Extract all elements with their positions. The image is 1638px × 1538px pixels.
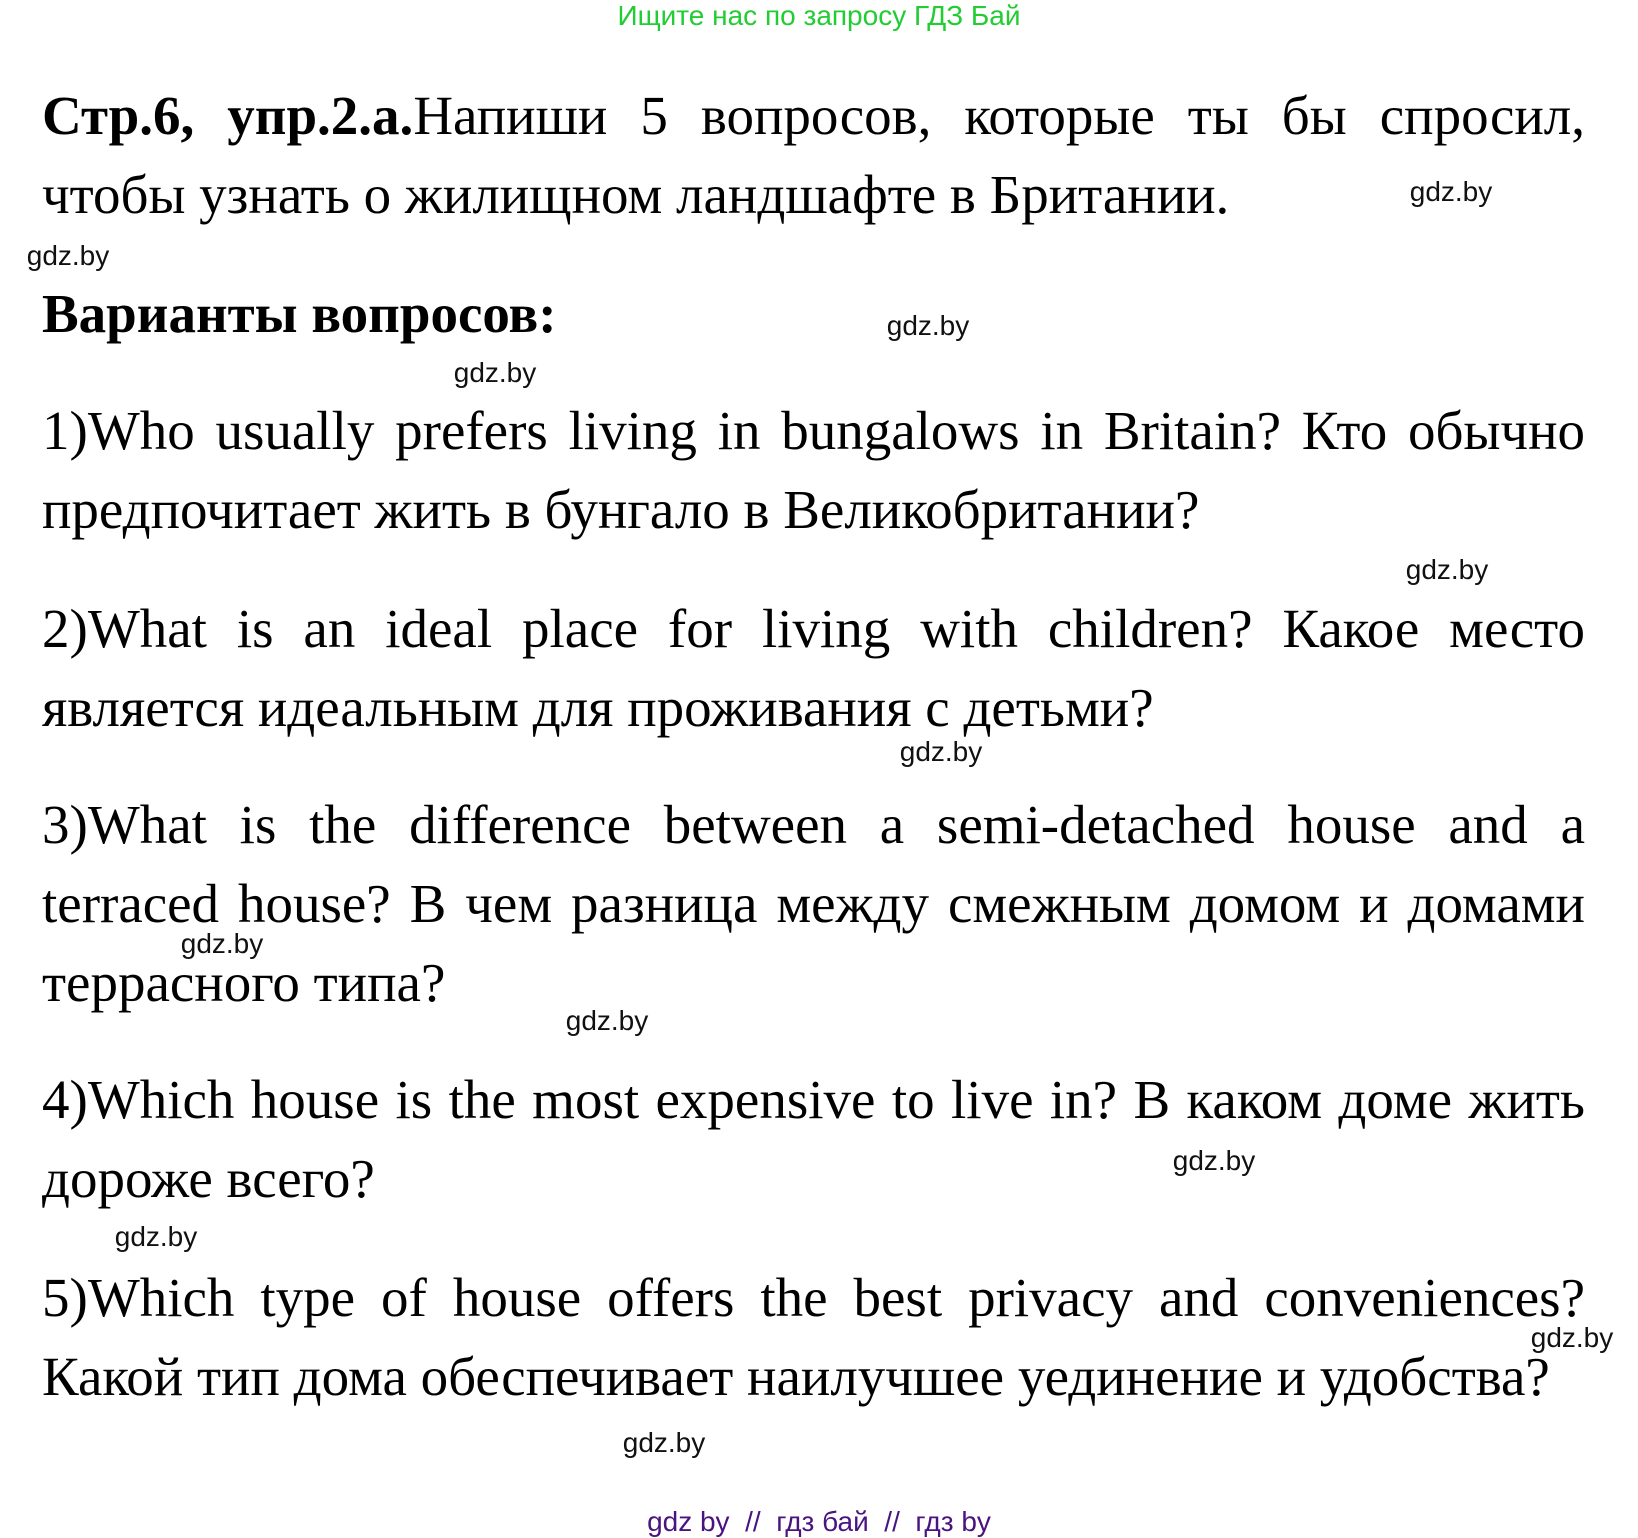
watermark: gdz.by — [1405, 554, 1489, 585]
watermark: gdz.by — [114, 1221, 198, 1252]
watermark: gdz.by — [1530, 1322, 1614, 1353]
watermark: gdz.by — [1409, 176, 1493, 207]
question-2: 2)What is an ideal place for living with children? Какое место является идеальным для проживания с детьми? — [42, 598, 1585, 738]
watermark: gdz.by — [180, 928, 264, 959]
watermark: gdz.by — [26, 240, 110, 271]
watermark: gdz.by — [1172, 1145, 1256, 1176]
answers-heading: Варианты вопросов: — [42, 283, 557, 344]
task-heading — [42, 76, 1585, 234]
footer-links: gdz by // гдз бай // гдз by — [647, 1506, 991, 1537]
watermark: gdz.by — [622, 1427, 706, 1458]
watermark: gdz.by — [453, 357, 537, 388]
question-3: 3)What is the difference between a semi-detached house and a terraced house? В чем разница между смежным домом и домами террасного типа? — [42, 794, 1585, 1013]
question-1: 1)Who usually prefers living in bungalows in Britain? Кто обычно предпочитает жить в бунгало в Великобритании? — [42, 400, 1585, 540]
watermark: gdz.by — [899, 736, 983, 767]
watermark: gdz.by — [886, 310, 970, 341]
task-reference: Стр.6, упр.2.а. — [42, 85, 414, 146]
watermark: gdz.by — [565, 1005, 649, 1036]
search-banner: Ищите нас по запросу ГДЗ Бай — [617, 0, 1021, 31]
task-text: Напиши 5 вопросов, которые ты бы спросил, чтобы узнать о жилищном ландшафте в Британии. — [42, 85, 1585, 225]
question-4: 4)Which house is the most expensive to live in? В каком доме жить дороже всего? — [42, 1069, 1585, 1209]
question-5: 5)Which type of house offers the best privacy and conveniences? Какой тип дома обеспечивает наилучшее уединение и удобства? — [42, 1267, 1585, 1407]
